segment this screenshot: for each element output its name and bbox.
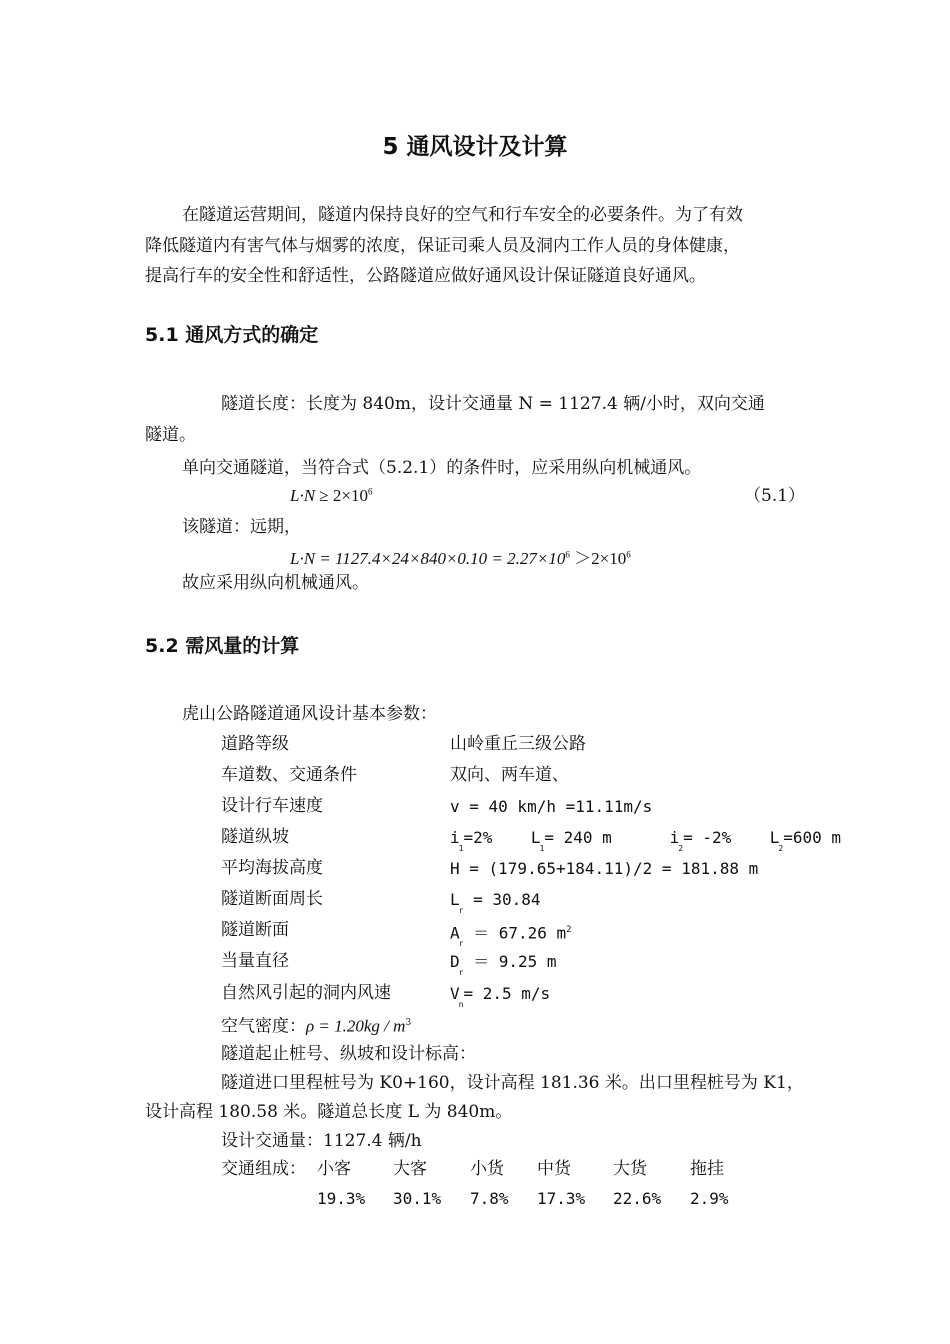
s51-p1-line-1: 隧道长度：长度为 840m，设计交通量 N = 1127.4 辆/小时，双向交通 xyxy=(221,394,765,414)
diameter-sym: D xyxy=(450,952,460,971)
formula-5-1-number: （5.1） xyxy=(744,486,806,506)
formula-long-exp-1: 6 xyxy=(565,549,570,560)
formula-5-1 xyxy=(290,486,372,506)
formula-5-1-rhs: 2×10 xyxy=(332,486,368,505)
param-label-section: 隧道断面 xyxy=(221,920,289,940)
param-value-natural-wind xyxy=(450,978,550,1012)
composition-pct-4: 22.6% xyxy=(613,1189,662,1208)
s51-p2: 单向交通隧道，当符合式（5.2.1）的条件时，应采用纵向机械通风。 xyxy=(182,458,702,478)
param-label-perimeter: 隧道断面周长 xyxy=(221,889,323,909)
param-air-density xyxy=(221,1008,411,1043)
stake-line-1: 隧道进口里程桩号为 K0+160，设计高程 181.36 米。出口里程桩号为 K1， xyxy=(221,1073,804,1093)
composition-pct-2: 7.8% xyxy=(470,1189,509,1208)
natural-wind-value: = 2.5 m/s xyxy=(463,984,551,1003)
slope-l1-sub: 1 xyxy=(539,844,545,853)
param-value-perimeter xyxy=(450,884,541,918)
formula-long-expr: L·N = 1127.4×24×840×0.10 = 2.27×10 xyxy=(290,549,566,568)
diameter-value: ＝ 9.25 m xyxy=(463,952,557,971)
composition-name-4: 大货 xyxy=(613,1159,647,1179)
slope-l1-val: = 240 m xyxy=(544,828,612,847)
air-density-expr: ρ = 1.20kg / m xyxy=(306,1016,406,1036)
s51-p3: 该隧道：远期， xyxy=(182,517,301,537)
perimeter-sym: L xyxy=(450,890,460,909)
slope-l2-sub: 2 xyxy=(778,844,784,853)
param-label-speed: 设计行车速度 xyxy=(221,796,323,816)
param-value-speed: v = 40 km/h =11.11m/s xyxy=(450,797,653,816)
formula-5-1-lhs: L·N xyxy=(290,486,316,505)
composition-pct-3: 17.3% xyxy=(537,1189,586,1208)
param-label-lanes: 车道数、交通条件 xyxy=(221,765,357,785)
design-volume: 设计交通量：1127.4 辆/h xyxy=(221,1131,422,1151)
slope-i2-val: = -2% xyxy=(683,828,732,847)
composition-name-0: 小客 xyxy=(317,1159,351,1179)
section-heading-5-1: 5.1 通风方式的确定 xyxy=(145,324,319,346)
intro-line-3: 提高行车的安全性和舒适性，公路隧道应做好通风设计保证隧道良好通风。 xyxy=(145,266,706,286)
section-sym: A xyxy=(450,923,460,943)
formula-5-1-rel: ≥ xyxy=(319,486,329,505)
formula-5-1-exp: 6 xyxy=(367,486,373,497)
composition-name-3: 中货 xyxy=(537,1159,571,1179)
slope-i2-sub: 2 xyxy=(678,844,684,853)
param-value-lanes: 双向、两车道、 xyxy=(450,765,569,785)
stake-heading: 隧道起止桩号、纵坡和设计标高： xyxy=(221,1044,476,1064)
air-density-exp: 3 xyxy=(405,1018,412,1028)
diameter-sub: r xyxy=(458,968,464,977)
stake-line-2: 设计高程 180.58 米。隧道总长度 L 为 840m。 xyxy=(145,1102,513,1122)
slope-i1-val: =2% xyxy=(463,828,493,847)
composition-label: 交通组成： xyxy=(221,1159,306,1179)
param-label-diameter: 当量直径 xyxy=(221,951,289,971)
perimeter-sub: r xyxy=(458,906,464,915)
param-label-natural-wind: 自然风引起的洞内风速 xyxy=(221,983,391,1003)
composition-name-1: 大客 xyxy=(393,1159,427,1179)
intro-line-2: 降低隧道内有害气体与烟雾的浓度，保证司乘人员及洞内工作人员的身体健康， xyxy=(145,236,740,256)
param-value-slope xyxy=(450,822,841,856)
section-value: ＝ 67.26 m xyxy=(463,923,567,943)
param-label-road-grade: 道路等级 xyxy=(221,734,289,754)
param-label-slope: 隧道纵坡 xyxy=(221,827,289,847)
slope-i1-sub: 1 xyxy=(458,844,464,853)
composition-pct-0: 19.3% xyxy=(317,1189,366,1208)
composition-name-2: 小货 xyxy=(470,1159,504,1179)
param-value-altitude: H = (179.65+184.11)/2 = 181.88 m xyxy=(450,859,759,878)
air-density-label: 空气密度： xyxy=(221,1016,306,1037)
composition-pct-1: 30.1% xyxy=(393,1189,442,1208)
natural-wind-sym: V xyxy=(450,984,460,1003)
param-value-diameter xyxy=(450,946,557,980)
section-sup: 2 xyxy=(566,925,572,935)
natural-wind-sub: n xyxy=(458,1000,464,1009)
s51-p4: 故应采用纵向机械通风。 xyxy=(182,573,369,593)
formula-long-rel: ＞ xyxy=(574,549,592,568)
formula-long-rhs: 2×10 xyxy=(591,549,627,568)
composition-pct-5: 2.9% xyxy=(690,1189,729,1208)
intro-line-1: 在隧道运营期间，隧道内保持良好的空气和行车安全的必要条件。为了有效 xyxy=(182,205,743,225)
formula-long-exp-2: 6 xyxy=(626,549,631,560)
slope-i2: i xyxy=(669,828,680,847)
composition-name-5: 拖挂 xyxy=(690,1159,724,1179)
s51-p1-line-2: 隧道。 xyxy=(145,425,196,445)
perimeter-value: = 30.84 xyxy=(463,890,541,909)
page-title: 5 通风设计及计算 xyxy=(382,134,568,160)
slope-i1: i xyxy=(450,828,460,847)
slope-l1: L xyxy=(530,828,541,847)
param-label-altitude: 平均海拔高度 xyxy=(221,858,323,878)
formula-long xyxy=(290,544,631,569)
section-heading-5-2: 5.2 需风量的计算 xyxy=(145,635,300,657)
slope-l2-val: =600 m xyxy=(783,828,842,847)
param-value-road-grade: 山岭重丘三级公路 xyxy=(450,734,586,754)
section-sub: r xyxy=(458,939,464,949)
slope-l2: L xyxy=(769,828,780,847)
params-intro: 虎山公路隧道通风设计基本参数： xyxy=(182,704,437,724)
